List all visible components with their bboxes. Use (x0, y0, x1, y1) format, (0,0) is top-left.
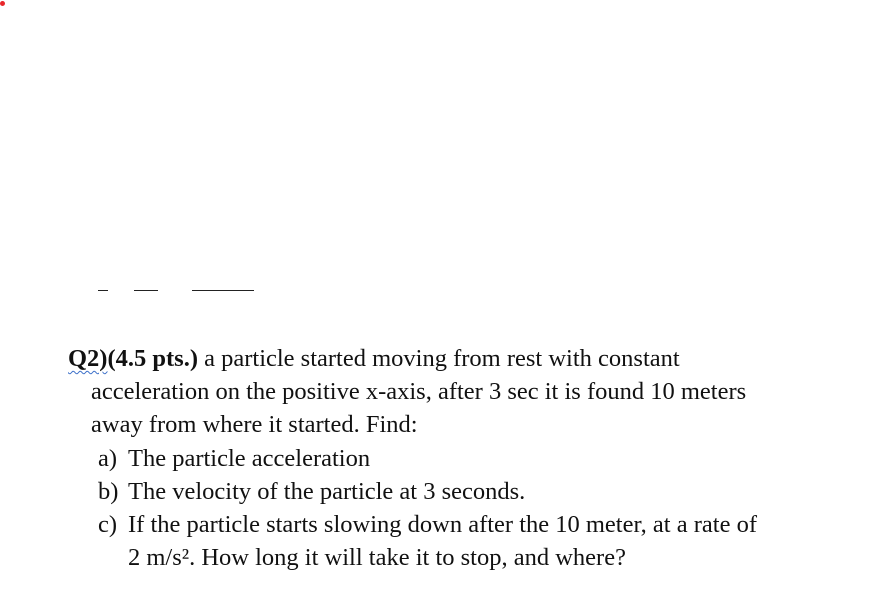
question-block (68, 342, 868, 574)
question-number: Q2) (68, 345, 108, 372)
question-points: (4.5 pts.) (107, 345, 198, 372)
question-part-b (68, 475, 868, 508)
question-intro-line: away from where it started. Find: (91, 411, 418, 439)
question-intro-line: a particle started moving from rest with constant (197, 345, 680, 372)
question-label (68, 345, 198, 372)
question-part-c (68, 508, 868, 574)
part-marker: a) (98, 444, 118, 472)
part-text: If the particle starts slowing down after the 10 meter, at a rate of (128, 511, 757, 539)
cut-off-glyph (98, 290, 108, 291)
question-intro-line: acceleration on the positive x-axis, after 3 sec it is found 10 meters (91, 378, 747, 406)
part-text: 2 m/s². How long it will take it to stop, and where? (128, 544, 626, 572)
part-text: The velocity of the particle at 3 seconds. (128, 477, 526, 505)
question-part-a (68, 442, 868, 475)
question-parts-list (68, 442, 868, 575)
part-marker: b) (98, 477, 119, 505)
red-marker-dot (0, 1, 5, 6)
part-marker: c) (98, 511, 118, 539)
cut-off-glyph (134, 290, 158, 291)
cut-off-previous-text (96, 290, 276, 302)
part-text: The particle acceleration (128, 444, 371, 472)
cut-off-glyph (192, 290, 254, 291)
question-first-line (68, 342, 868, 375)
